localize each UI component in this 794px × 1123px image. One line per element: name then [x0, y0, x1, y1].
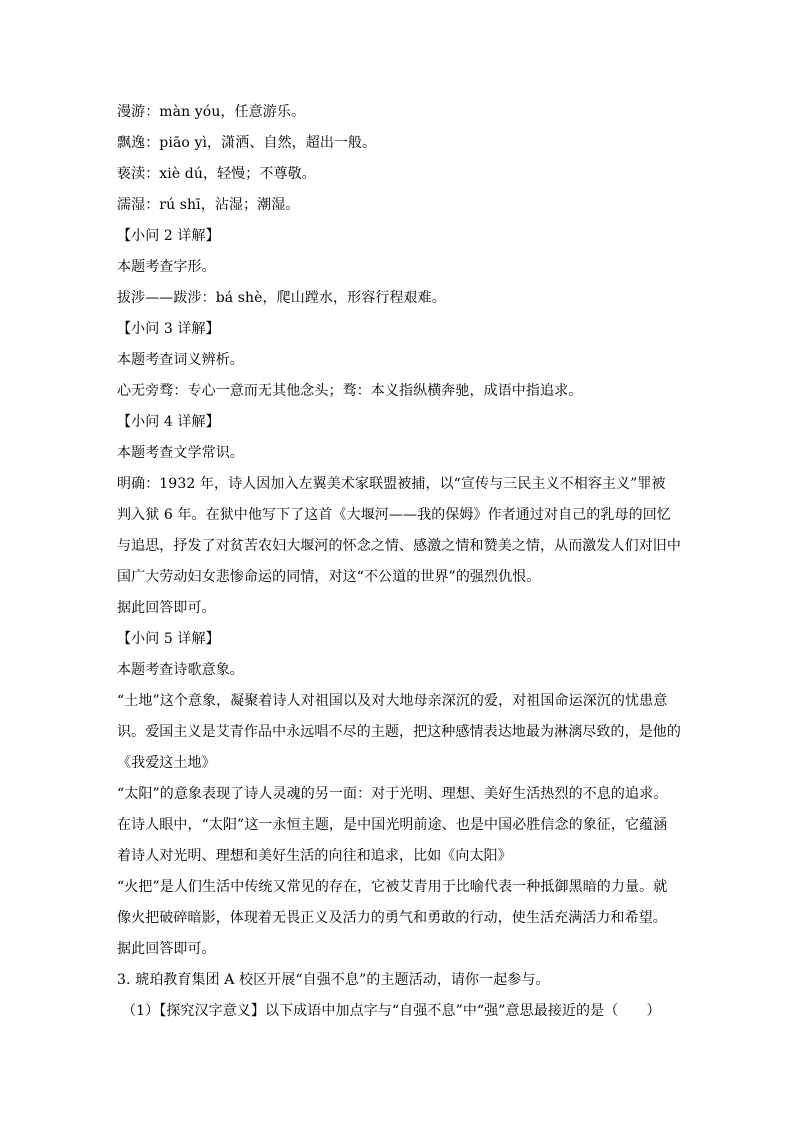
text-line: 本题考查字形。	[117, 259, 216, 275]
text-line: 拔涉——跋涉：bá shè，爬山蹚水，形容行程艰难。	[117, 290, 446, 306]
text-line: 与追思，抒发了对贫苦农妇大堰河的怀念之情、感激之情和赞美之情，从而激发人们对旧中	[117, 538, 681, 554]
text-line: 《我爱这土地》	[117, 755, 216, 771]
text-line: 本题考查诗歌意象。	[117, 662, 244, 678]
text-line: 亵渎：xiè dú，轻慢；不尊敬。	[117, 166, 316, 182]
text-line: 飘逸：piāo yì，潇洒、自然，超出一般。	[117, 135, 377, 151]
section-heading: 【小问 3 详解】	[117, 321, 220, 337]
question-line: 3. 琥珀教育集团 A 校区开展“自强不息”的主题活动，请你一起参与。	[117, 972, 550, 988]
text-line: 濡湿：rú shī，沾湿；潮湿。	[117, 197, 300, 213]
text-line: 着诗人对光明、理想和美好生活的向往和追求，比如《向太阳》	[117, 848, 512, 864]
text-line: 在诗人眼中，“太阳”这一永恒主题，是中国光明前途、也是中国必胜信念的象征，它蕴涵	[117, 817, 668, 833]
text-line: “土地”这个意象，凝聚着诗人对祖国以及对大地母亲深沉的爱，对祖国命运深沉的忧患意	[117, 693, 668, 709]
section-heading: 【小问 2 详解】	[117, 228, 220, 244]
text-line: 本题考查词义辨析。	[117, 352, 244, 368]
text-line: 识。爱国主义是艾青作品中永远唱不尽的主题，把这种感情表达地最为淋漓尽致的，是他的	[117, 724, 681, 740]
section-heading: 【小问 5 详解】	[117, 631, 220, 647]
text-line: “太阳”的意象表现了诗人灵魂的另一面：对于光明、理想、美好生活热烈的不息的追求。	[117, 786, 668, 802]
text-line: 明确：1932 年，诗人因加入左翼美术家联盟被捕，以“宣传与三民主义不相容主义”罪被	[117, 476, 666, 492]
text-line: 本题考查文学常识。	[117, 445, 244, 461]
section-heading: 【小问 4 详解】	[117, 414, 220, 430]
question-line: （1）【探究汉字意义】以下成语中加点字与“自强不息”中“强”意思最接近的是（ ）	[122, 1003, 661, 1019]
text-line: 心无旁骛：专心一意而无其他念头；骛：本义指纵横奔驰，成语中指追求。	[117, 383, 583, 399]
text-line: 据此回答即可。	[117, 941, 216, 957]
text-line: 判入狱 6 年。在狱中他写下了这首《大堰河——我的保姆》作者通过对自己的乳母的回忆	[117, 507, 671, 523]
text-line: 国广大劳动妇女悲惨命运的同情，对这“不公道的世界”的强烈仇恨。	[117, 569, 541, 585]
text-line: 据此回答即可。	[117, 600, 216, 616]
text-line: 漫游：màn yóu，任意游乐。	[117, 104, 306, 120]
text-line: 像火把破碎暗影，体现着无畏正义及活力的勇气和勇敢的行动，使生活充满活力和希望。	[117, 910, 667, 926]
text-line: “火把”是人们生活中传统又常见的存在，它被艾青用于比喻代表一种抵御黑暗的力量。就	[117, 879, 668, 895]
